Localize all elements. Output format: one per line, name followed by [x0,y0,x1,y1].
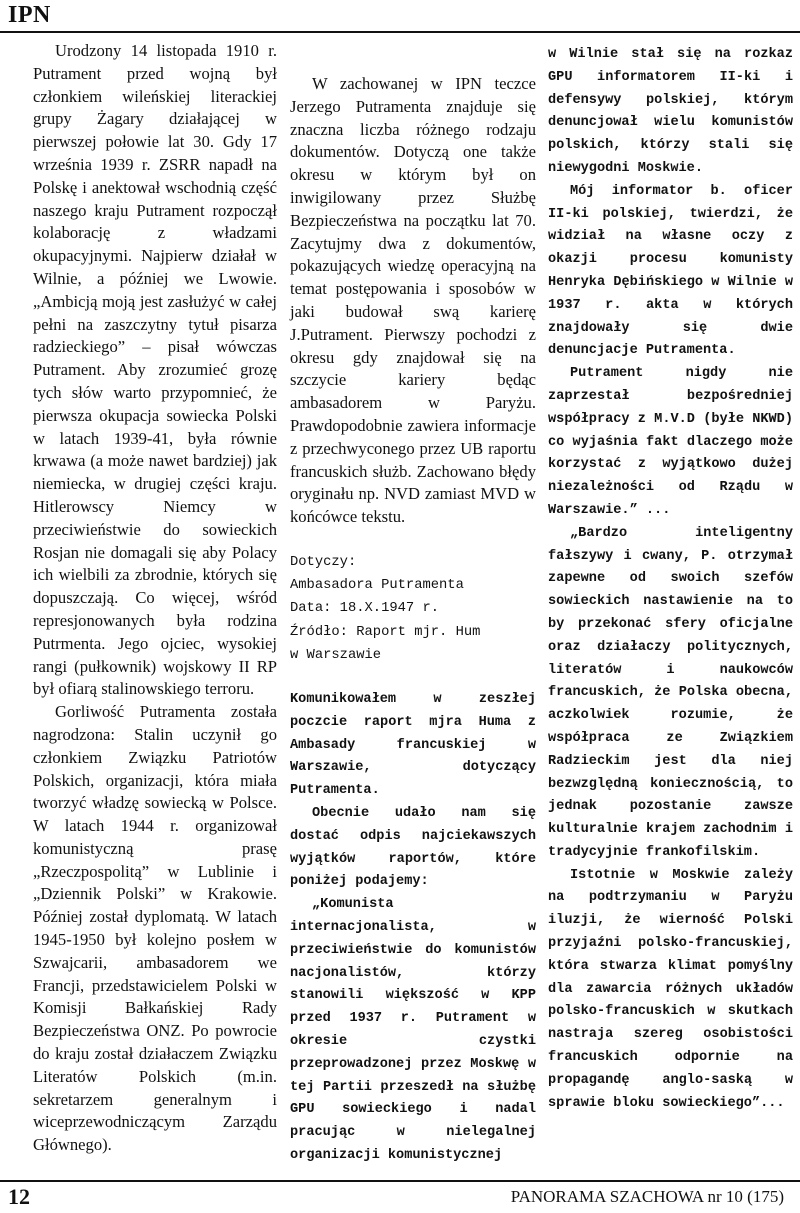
paragraph: Urodzony 14 listopada 1910 r. Putrament przed wojną był członkiem wileńskiej literackiej grupy Żagary działającej w pierwszej połowie lat 30. Gdy 17 września 1939 r. ZSRR napadł na Polskę i anektował wschodnią część naszego kraju Putrament rozpoczął kolaborację z władzami okupacyjnymi. Najpierw działał w Wilnie, a później we Lwowie. „Ambicją moją jest zasłużyć w całej pełni na zaszczytny tytuł pisarza radzieckiego” – pisał wówczas Putrament. Aby zrozumieć grozę tych słów warto przypomnieć, że pierwsza okupacja sowiecka Polski w latach 1939-41, była równie krwawa (a może nawet bardziej) jak niemiecka, w drugiej części kraju. Hitlerowscy Niemcy w przeciwieństwie do sowieckich Rosjan nie domagali się aby Polacy ich wielbili za zbrodnie, których się dopuszczają. Co więcej, wśród represjonowanych była rodzina Putrmenta. Jego ojciec, wysokiej rangi (pułkownik) wojskowy II RP był ofiarą stalinowskiego terroru. [33,41,277,699]
paragraph: Mój informator b. oficer II-ki polskiej, twierdzi, że widział na własne oczy z okazji procesu komunisty Henryka Dębińskiego w Wilnie w 1937 r. akta w których znajdowały się dwie denuncjacje Putramenta. [548,183,793,359]
metadata-line: Dotyczy: [290,554,357,570]
paragraph: Gorliwość Putramenta została nagrodzona: Stalin uczynił go członkiem Związku Patriotów Polskich, organizacji, która miała tworzyć władzę sowiecką w Polsce. W latach 1944 r. organizował komunistyczną prasę „Rzeczpospolitą” w Lublinie i „Dziennik Polski” w Krakowie. Później został dyplomatą. W latach 1945-1950 był kolejno posłem w Szwajcarii, ambasadorem we Francji, przedstawicielem Polski w Komisji Bałkańskiej Rady Bezpieczeństwa ONZ. Po powrocie do kraju został działaczem Związku Literatów Polskich (m.in. sekretarzem generalnym i wiceprzewodniczącym Zarządu Głównego). [33,702,277,1155]
paragraph: Obecnie udało nam się dostać odpis najciekawszych wyjątków raportów, które poniżej podajemy: [290,805,536,890]
article-column-2 [290,73,536,1168]
paragraph: W zachowanej w IPN teczce Jerzego Putramenta znajduje się znaczna liczba różnego rodzaju dokumentów. Dotyczą one także okresu w którym był on inwigilowany przez Służbę Bezpieczeństwa na początku lat 70. Zacytujmy dwa z dokumentów, pokazujących wiedzę operacyjną na temat postępowania i sposobów w jaki budował swą karierę J.Putrament. Pierwszy pochodzi z okresu gdy znajdował się na szczycie kariery będąc ambasadorem w Paryżu. Prawdopodobnie zawiera informacje z przechwyconego przez UB raportu francuskich służb. Zachowano błędy oryginału np. NVD zamiast MVD w końcówce tekstu. [290,74,536,527]
spacer [290,667,536,689]
metadata-line: Data: 18.X.1947 r. [290,601,440,617]
metadata-line: Ambasadora Putramenta [290,578,464,594]
document-metadata [290,551,536,667]
paragraph: Komunikowałem w zeszłej poczcie raport mjra Huma z Ambasady francuskiej w Warszawie, dotyczący Putramenta. [290,691,536,799]
article-column-3 [548,44,793,1115]
quoted-report [290,689,536,1168]
paragraph: Putrament nigdy nie zaprzestał bezpośredniej współpracy z M.V.D (byłe NKWD) co wyjaśnia fakt dlaczego może korzystać z wyjątkowo dużej niezależności od Rządu w Warszawie.” ... [548,366,793,518]
footer-divider [0,1180,800,1182]
header-divider [0,31,800,33]
paragraph: w Wilnie stał się na rozkaz GPU informatorem II-ki i defensywy polskiej, którym denuncjował wielu komunistów polskich, którzy stali się niewygodni Moskwie. [548,47,793,176]
journal-issue: PANORAMA SZACHOWA nr 10 (175) [510,1187,784,1206]
article-column-1 [33,40,277,1157]
spacer [290,529,536,551]
section-title: IPN [8,2,51,28]
metadata-line: w Warszawie [290,647,382,663]
paragraph: „Bardzo inteligentny fałszywy i cwany, P. otrzymał zapewne od swoich szefów sowieckich nastawienie na to by przekonać sfery oficjalne oraz działaczy politycznych, literatów i naukowców francuskich, że Polska obecna, aczkolwiek rozumie, że współpraca ze Związkiem Radzieckim jest dla niej bezwzględną koniecznością, to jednak pozostanie zawsze kulturalnie krajem zachodnim i tradycyjnie frankofilskim. [548,525,793,860]
paragraph: Istotnie w Moskwie zależy na podtrzymaniu w Paryżu iluzji, że wierność Polski przyjaźni polsko-francuskiej, która stwarza klimat pomyślny dla zawarcia różnych układów polsko-francuskich w skutkach nastraja szereg osobistości francuskich odpornie na propagandę anglo-saską w sprawie bloku sowieckiego”... [548,867,793,1111]
metadata-line: Źródło: Raport mjr. Hum [290,624,481,640]
page-number: 12 [8,1184,30,1209]
paragraph: „Komunista internacjonalista, w przeciwieństwie do komunistów nacjonalistów, którzy stanowili większość w KPP przed 1937 r. Putrament w okresie czystki przeprowadzonej przez Moskwę w tej Partii przeszedł na służbę GPU sowieckiego i nadal pracując w nielegalnej organizacji komunistycznej [290,897,536,1163]
